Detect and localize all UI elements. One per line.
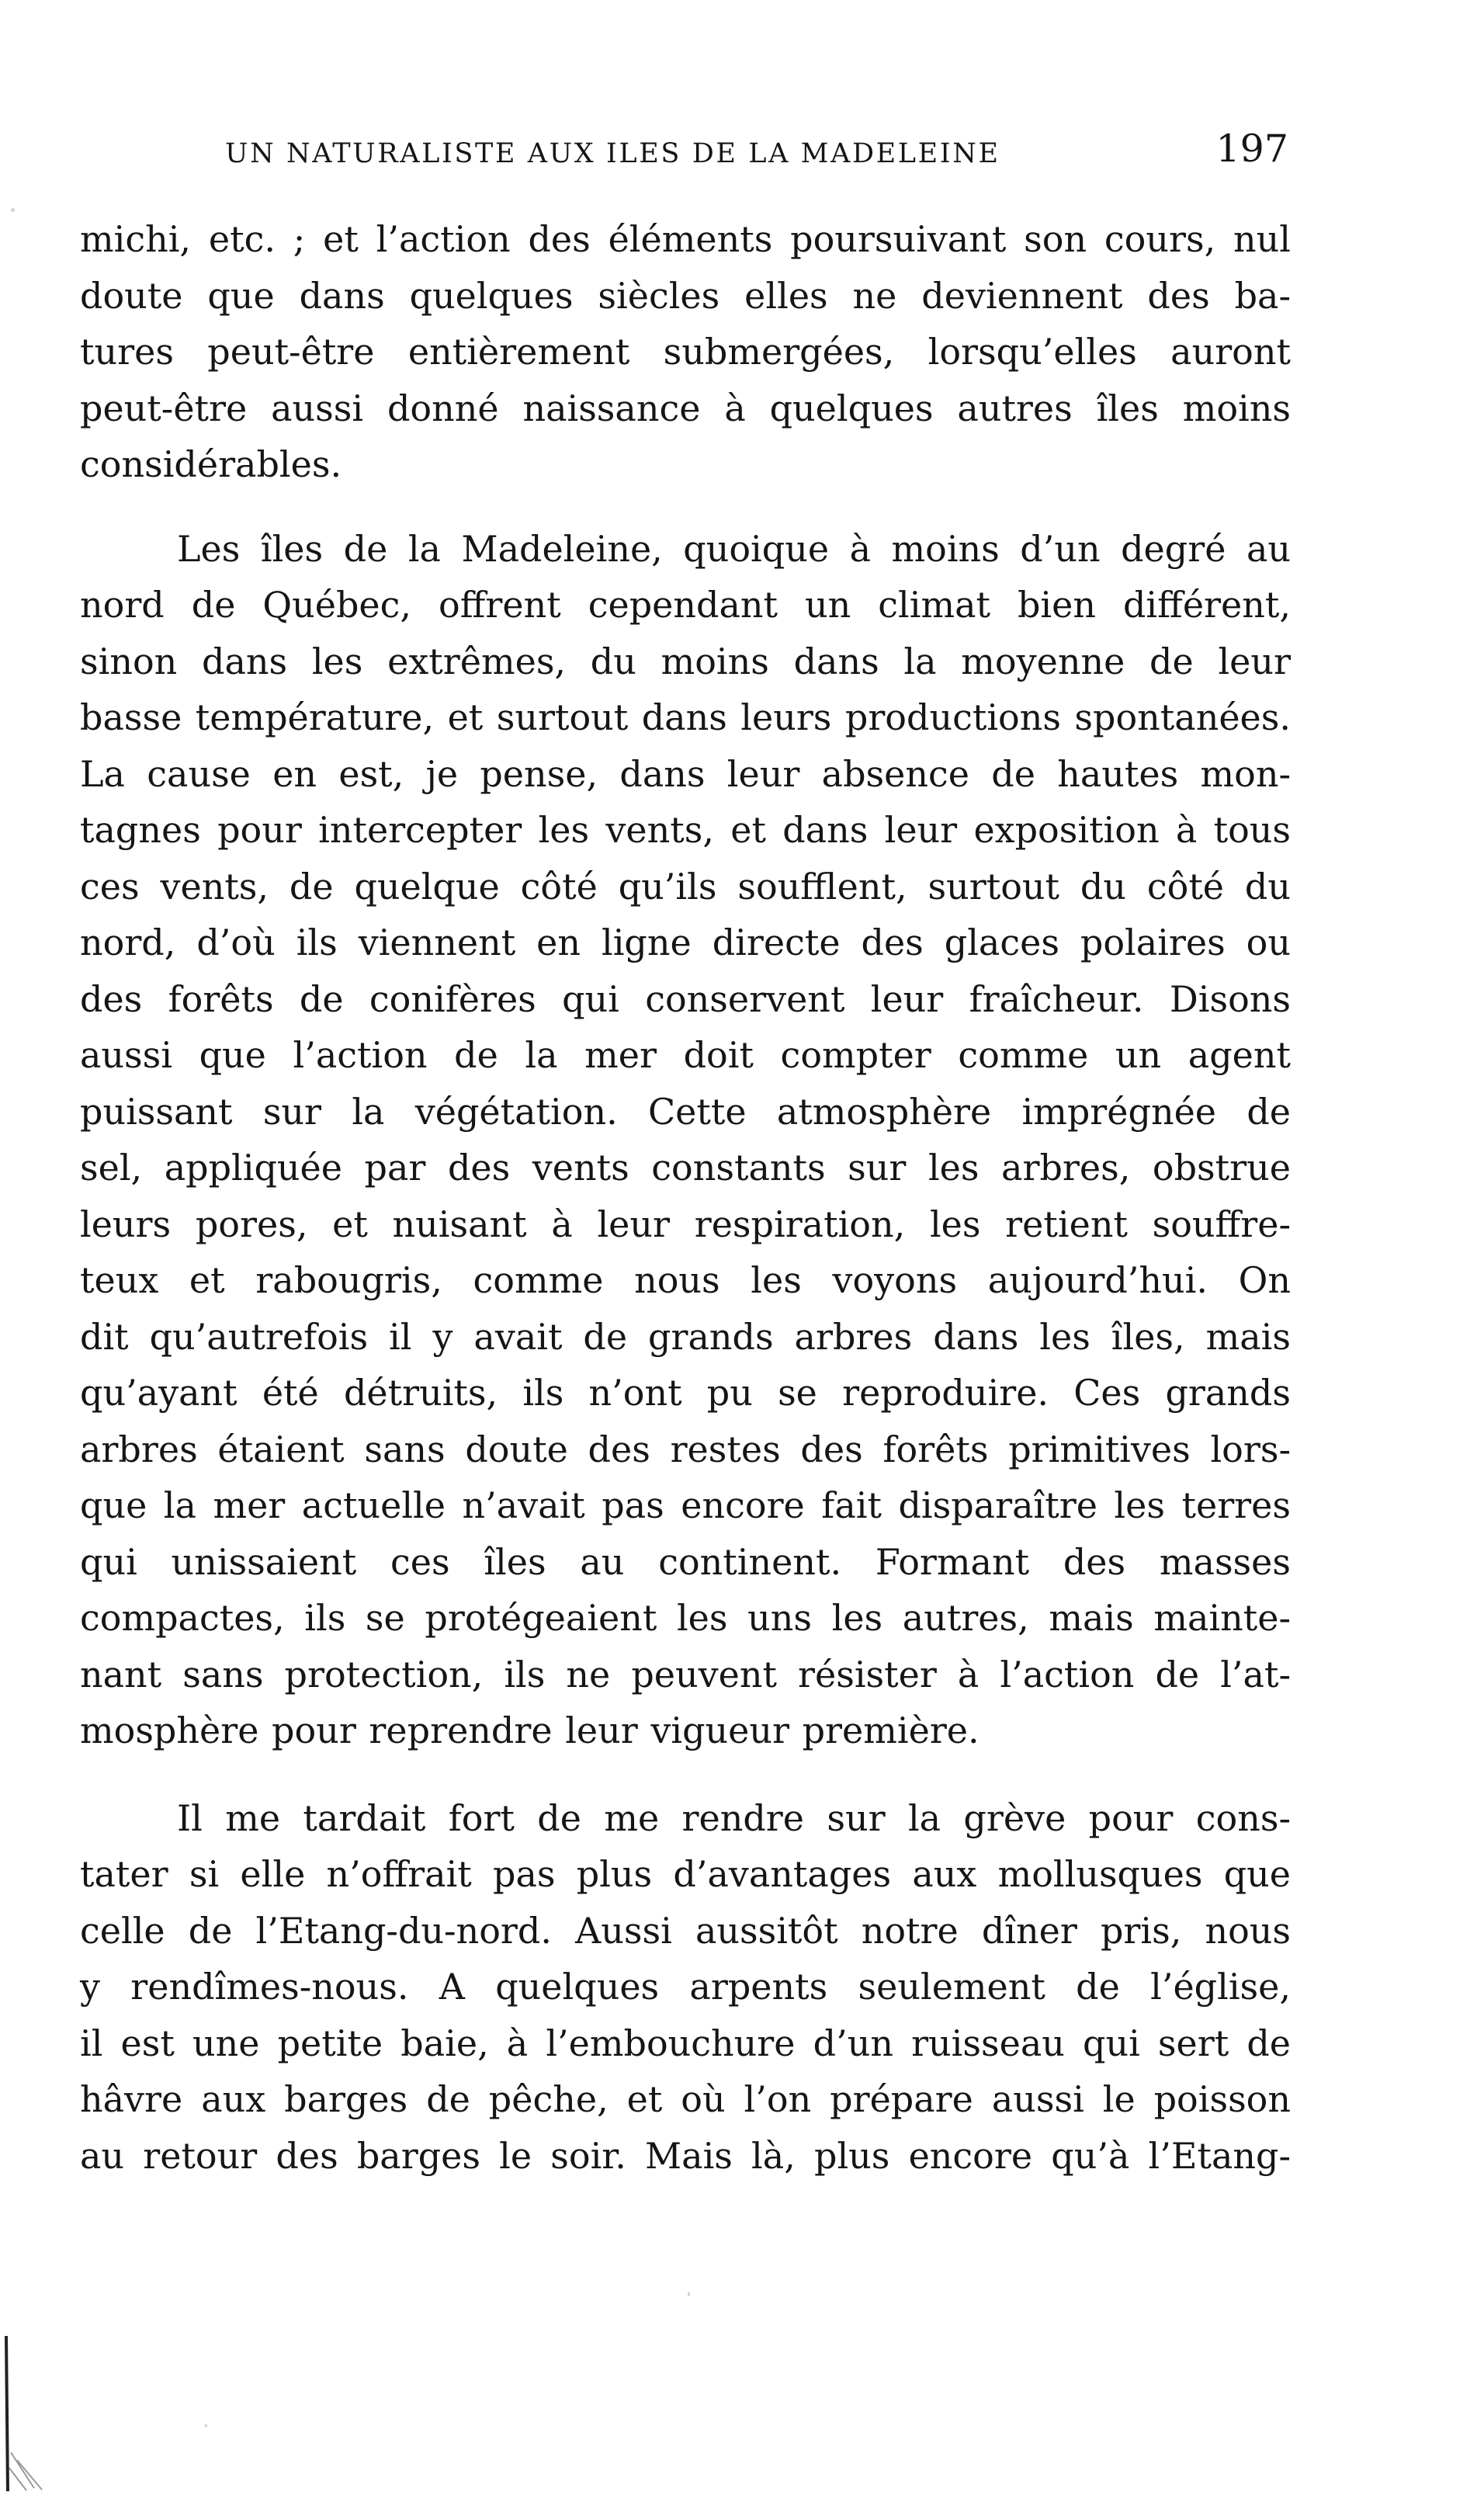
text-line: michi, etc. ; et l’action des éléments poursuivant son cours, nul [80, 218, 1291, 260]
text-line: leurs pores, et nuisant à leur respiration, les retient souffre- [80, 1203, 1291, 1245]
text-line: ces vents, de quelque côté qu’ils soufflent, surtout du côté du [80, 865, 1291, 908]
text-line: hâvre aux barges de pêche, et où l’on prépare aussi le poisson [80, 2078, 1291, 2120]
text-line: basse température, et surtout dans leurs productions spontanées. [80, 696, 1291, 738]
text-line: il est une petite baie, à l’embouchure d’un ruisseau qui sert de [80, 2022, 1291, 2064]
text-line: aussi que l’action de la mer doit compter comme un agent [80, 1034, 1291, 1076]
body-text [80, 211, 1291, 2207]
scan-speck [11, 208, 15, 212]
text-line: qu’ayant été détruits, ils n’ont pu se reproduire. Ces grands [80, 1372, 1291, 1414]
text-line: nord, d’où ils viennent en ligne directe des glaces polaires ou [80, 922, 1291, 963]
text-line: considérables. [80, 443, 342, 485]
text-line: tures peut-être entièrement submergées, lorsqu’elles auront [80, 331, 1291, 373]
text-line: sel, appliquée par des vents constants sur les arbres, obstrue [80, 1147, 1291, 1189]
page-header [217, 127, 1288, 193]
text-line: celle de l’Etang-du-nord. Aussi aussitôt notre dîner pris, nous [80, 1909, 1291, 1952]
text-line: arbres étaient sans doute des restes des forêts primitives lors- [80, 1428, 1291, 1470]
text-line: nord de Québec, offrent cependant un climat bien différent, [80, 584, 1291, 626]
text-line: compactes, ils se protégeaient les uns les autres, mais mainte- [80, 1597, 1291, 1639]
page-edge-mark [3, 2336, 50, 2491]
text-line: tater si elle n’offrait pas plus d’avantages aux mollusques que [80, 1853, 1291, 1895]
text-line: au retour des barges le soir. Mais là, plus encore qu’à l’Etang- [80, 2134, 1291, 2177]
paragraph-3 [80, 1790, 1291, 2185]
scan-speck [205, 2424, 207, 2428]
text-line: dit qu’autrefois il y avait de grands arbres dans les îles, mais [80, 1315, 1291, 1358]
text-line: teux et rabougris, comme nous les voyons aujourd’hui. On [80, 1259, 1291, 1301]
text-line: Il me tardait fort de me rendre sur la grève pour cons- [177, 1796, 1291, 1839]
text-line: sinon dans les extrêmes, du moins dans la moyenne de leur [80, 640, 1291, 682]
running-head: UN NATURALISTE AUX ILES DE LA MADELEINE [225, 138, 1000, 169]
text-line: nant sans protection, ils ne peuvent résister à l’action de l’at- [80, 1653, 1291, 1696]
text-line: mosphère pour reprendre leur vigueur première. [80, 1709, 980, 1751]
text-line: Les îles de la Madeleine, quoique à moins d’un degré au [177, 527, 1291, 570]
page-number: 197 [1215, 127, 1288, 171]
text-line: qui unissaient ces îles au continent. Formant des masses [80, 1540, 1291, 1583]
text-line: doute que dans quelques siècles elles ne deviennent des ba- [80, 274, 1291, 317]
paragraph-2 [80, 521, 1291, 1759]
text-line: La cause en est, je pense, dans leur absence de hautes mon- [80, 752, 1291, 795]
scan-speck [688, 2292, 690, 2296]
text-line: que la mer actuelle n’avait pas encore fait disparaître les terres [80, 1484, 1291, 1526]
text-line: tagnes pour intercepter les vents, et dans leur exposition à tous [80, 809, 1291, 851]
text-line: peut-être aussi donné naissance à quelques autres îles moins [80, 387, 1291, 429]
paragraph-1 [80, 211, 1291, 493]
text-line: des forêts de conifères qui conservent leur fraîcheur. Disons [80, 977, 1291, 1020]
text-line: y rendîmes-nous. A quelques arpents seulement de l’église, [80, 1966, 1291, 2008]
text-line: puissant sur la végétation. Cette atmosphère imprégnée de [80, 1090, 1291, 1133]
